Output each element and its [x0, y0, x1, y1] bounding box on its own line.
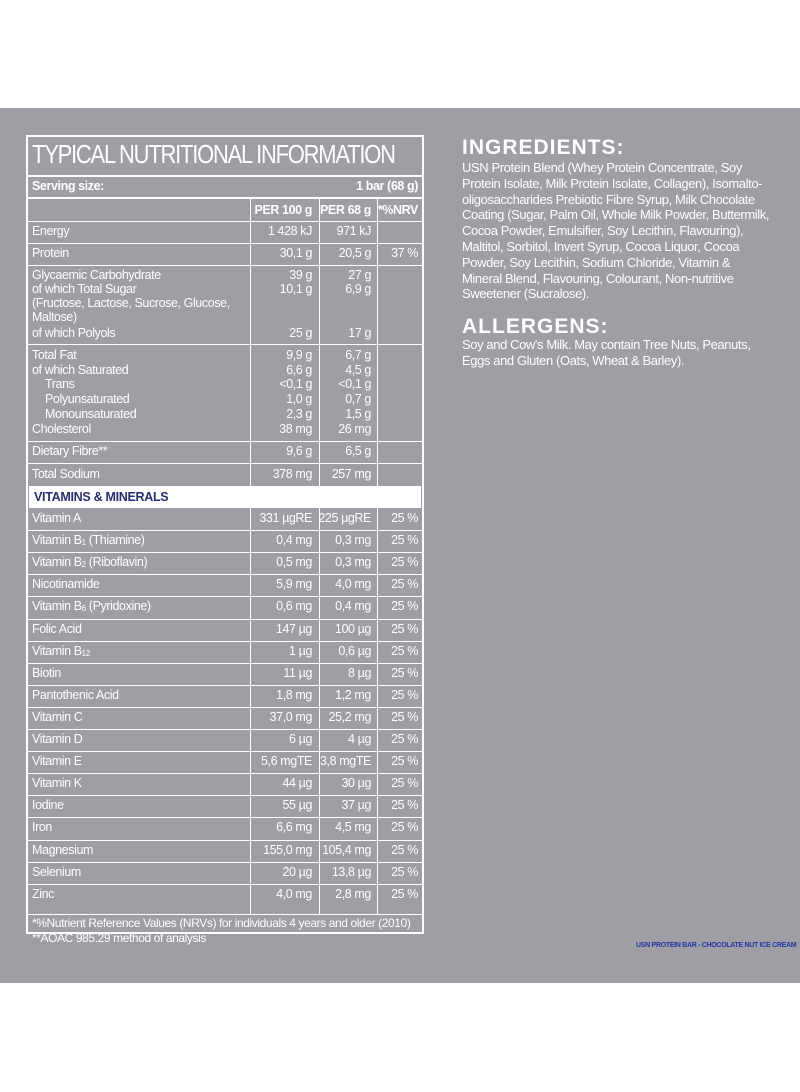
energy-per68: 971 kJ — [336, 224, 371, 238]
vm-per100: 11 µg — [283, 665, 312, 680]
vm-per68: 0,3 mg — [335, 555, 371, 570]
vm-nrv: 25 % — [391, 511, 418, 525]
vm-label: Vitamin E — [32, 754, 82, 769]
vm-label: Vitamin C — [32, 709, 83, 724]
vm-label — [32, 599, 151, 613]
footnote-aoac: **AOAC 985.29 method of analysis — [32, 931, 206, 945]
vm-per100: 20 µg — [282, 864, 312, 879]
vm-nrv: 25 % — [391, 798, 418, 813]
row-divider — [28, 530, 422, 531]
row-divider — [28, 840, 422, 841]
vm-per100: 5,6 mgTE — [261, 754, 312, 769]
sugar-label: of which Total Sugar — [32, 282, 137, 296]
row-divider — [28, 441, 422, 442]
vm-label — [32, 644, 90, 658]
carb-label: Glycaemic Carbohydrate — [32, 268, 161, 282]
vm-label-subscript: 2 — [81, 560, 86, 570]
vm-per100: 37,0 mg — [269, 709, 312, 724]
polyunsaturated-per100: 1,0 g — [286, 392, 312, 406]
cholesterol-per68: 26 mg — [338, 422, 371, 436]
vm-per100: 331 µgRE — [259, 511, 312, 525]
allergens-text — [462, 337, 774, 369]
vm-nrv: 25 % — [391, 643, 418, 658]
vm-per100: 0,5 mg — [276, 555, 312, 570]
ingredients-line: USN Protein Blend (Whey Protein Concentrate, Soy — [462, 160, 742, 175]
vm-per68: 4 µg — [348, 732, 371, 746]
ingredients-line: Powder, Soy Lecithin, Sodium Chloride, Vitamin & — [462, 254, 731, 270]
saturated-label: of which Saturated — [32, 363, 129, 377]
vm-per68: 0,4 mg — [335, 599, 371, 614]
column-divider — [377, 508, 378, 914]
fibre-label: Dietary Fibre** — [32, 444, 108, 458]
vm-per68: 105,4 mg — [322, 842, 371, 857]
monounsaturated-label: Monounsaturated — [45, 407, 137, 421]
trans-label: Trans — [45, 377, 75, 391]
polyunsaturated-label: Polyunsaturated — [45, 392, 130, 406]
trans-per68: <0,1 g — [338, 377, 371, 391]
vm-per100: 0,4 mg — [276, 533, 312, 548]
vm-per68: 225 µgRE — [318, 511, 371, 525]
vm-nrv: 25 % — [391, 732, 418, 746]
sodium-per68: 257 mg — [331, 467, 371, 481]
row-divider — [28, 344, 422, 345]
col-header-per68: PER 68 g — [320, 203, 371, 217]
vm-label-subscript: 6 — [81, 604, 86, 614]
ingredients-line: Coating (Sugar, Palm Oil, Whole Milk Powder, Buttermilk, — [462, 207, 770, 223]
carb-per68: 27 g — [348, 268, 371, 282]
polyols-per68: 17 g — [348, 326, 371, 340]
row-divider — [28, 243, 422, 244]
sodium-label: Total Sodium — [32, 467, 100, 481]
vm-label-text: Vitamin B — [32, 533, 82, 548]
sugar-per68: 6,9 g — [345, 282, 371, 296]
polyols-per100: 25 g — [289, 326, 312, 340]
fibre-per68: 6,5 g — [345, 444, 371, 458]
sugar-note: Maltose) — [32, 310, 77, 324]
carb-per100: 39 g — [289, 268, 312, 282]
sodium-per100: 378 mg — [272, 467, 312, 481]
monounsaturated-per100: 2,3 g — [286, 407, 312, 421]
row-divider — [28, 463, 422, 464]
vm-nrv: 25 % — [391, 864, 418, 879]
vm-per100: 0,6 mg — [276, 599, 312, 614]
row-divider — [28, 221, 422, 222]
fat-per100: 9,9 g — [286, 348, 312, 362]
vm-per68: 100 µg — [334, 621, 371, 636]
ingredients-line: Sweetener (Sucralose). — [462, 286, 590, 302]
vm-label — [32, 555, 147, 569]
vm-per100: 1 µg — [289, 643, 312, 658]
vm-label: Folic Acid — [32, 621, 82, 636]
fibre-per100: 9,6 g — [286, 444, 312, 458]
serving-label: Serving size: — [32, 179, 104, 193]
vm-nrv: 25 % — [391, 820, 418, 835]
row-divider — [28, 751, 422, 752]
vm-per100: 55 µg — [282, 798, 312, 813]
vm-label: Vitamin K — [32, 776, 82, 791]
vm-nrv: 25 % — [391, 577, 418, 592]
divider — [28, 197, 422, 199]
vm-nrv: 25 % — [391, 599, 418, 614]
vm-per100: 155,0 mg — [263, 842, 312, 857]
product-name: USN PROTEIN BAR - CHOCOLATE NUT ICE CREAM — [636, 942, 797, 949]
vm-per100: 1,8 mg — [276, 687, 312, 702]
vm-nrv: 25 % — [391, 665, 418, 680]
energy-label: Energy — [32, 224, 70, 238]
energy-per100: 1 428 kJ — [267, 224, 312, 238]
ingredients-line: oligosaccharides Prebiotic Fibre Syrup, Milk Chocolate — [462, 191, 755, 207]
allergens-line: Eggs and Gluten (Oats, Wheat & Barley). — [462, 352, 685, 368]
vm-label: Vitamin D — [32, 732, 83, 746]
vm-label-suffix: (Pyridoxine) — [85, 599, 151, 614]
saturated-per100: 6,6 g — [286, 363, 312, 377]
row-divider — [28, 552, 422, 553]
row-divider — [28, 817, 422, 818]
column-divider — [250, 508, 251, 914]
vm-per68: 13,8 µg — [331, 864, 371, 879]
polyols-label: of which Polyols — [32, 326, 116, 340]
vm-label-subscript: 1 — [81, 538, 86, 548]
sugar-per100: 10,1 g — [279, 282, 312, 296]
vm-nrv: 25 % — [391, 886, 418, 901]
nutrition-title: TYPICAL NUTRITIONAL INFORMATION — [32, 141, 395, 169]
vm-nrv: 25 % — [391, 709, 418, 724]
vm-label: Magnesium — [32, 842, 94, 857]
label-panel — [0, 108, 800, 983]
vm-label — [32, 533, 145, 547]
vitamins-minerals-header — [29, 486, 421, 508]
vm-label: Pantothenic Acid — [32, 687, 119, 702]
vm-per68: 37 µg — [341, 798, 371, 813]
protein-per68: 20,5 g — [338, 246, 371, 260]
vm-label-text: Vitamin B — [32, 555, 82, 570]
allergens-line: Soy and Cow's Milk. May contain Tree Nuts, Peanuts, — [462, 337, 751, 352]
allergens-heading: ALLERGENS: — [462, 315, 609, 338]
vm-label: Nicotinamide — [32, 577, 100, 592]
cholesterol-label: Cholesterol — [32, 422, 91, 436]
vm-per68: 4,0 mg — [335, 577, 371, 592]
trans-per100: <0,1 g — [279, 377, 312, 391]
row-divider — [28, 914, 422, 915]
divider — [28, 175, 422, 177]
vm-nrv: 25 % — [391, 533, 418, 548]
serving-value: 1 bar (68 g) — [356, 179, 418, 193]
ingredients-line: Mineral Blend, Flavouring, Colourant, Non-nutritive — [462, 270, 734, 286]
vm-nrv: 25 % — [391, 555, 418, 570]
row-divider — [28, 663, 422, 664]
fat-label: Total Fat — [32, 348, 77, 362]
vm-label-subscript: 12 — [81, 648, 90, 658]
vm-per100: 6 µg — [289, 732, 312, 746]
row-divider — [28, 685, 422, 686]
vm-nrv: 25 % — [391, 842, 418, 857]
vm-label-suffix: (Thiamine) — [85, 533, 145, 548]
vm-label: Selenium — [32, 864, 81, 879]
column-divider — [319, 508, 320, 914]
col-header-per100: PER 100 g — [254, 203, 312, 217]
protein-label: Protein — [32, 246, 69, 260]
vm-per68: 2,8 mg — [335, 886, 371, 901]
vitamins-minerals-title: VITAMINS & MINERALS — [34, 490, 169, 504]
vm-label-text: Vitamin B — [32, 599, 82, 614]
col-header-nrv: *%NRV — [377, 203, 418, 217]
ingredients-text — [462, 160, 774, 302]
vm-label-suffix: (Riboflavin) — [85, 555, 148, 570]
vm-per68: 3,8 mgTE — [320, 754, 371, 769]
row-divider — [28, 707, 422, 708]
protein-per100: 30,1 g — [279, 246, 312, 260]
vm-nrv: 25 % — [391, 687, 418, 702]
row-divider — [28, 641, 422, 642]
vm-per68: 4,5 mg — [335, 820, 371, 835]
vm-per100: 4,0 mg — [276, 886, 312, 901]
row-divider — [28, 795, 422, 796]
monounsaturated-per68: 1,5 g — [345, 407, 371, 421]
vm-per100: 5,9 mg — [276, 577, 312, 592]
row-divider — [28, 619, 422, 620]
vm-label: Biotin — [32, 665, 61, 680]
ingredients-heading: INGREDIENTS: — [462, 136, 625, 159]
vm-per68: 30 µg — [341, 776, 371, 791]
vm-label: Vitamin A — [32, 511, 81, 525]
vm-label-text: Vitamin B — [32, 643, 82, 658]
vm-per68: 0,3 mg — [335, 533, 371, 548]
row-divider — [28, 862, 422, 863]
vm-label: Iron — [32, 820, 52, 835]
vm-per68: 1,2 mg — [335, 687, 371, 702]
polyunsaturated-per68: 0,7 g — [345, 392, 371, 406]
vm-per68: 8 µg — [348, 665, 371, 680]
vm-per100: 147 µg — [275, 621, 312, 636]
row-divider — [28, 265, 422, 266]
row-divider — [28, 773, 422, 774]
footnote-nrv: *%Nutrient Reference Values (NRVs) for individuals 4 years and older (2010) — [32, 916, 411, 930]
vm-nrv: 25 % — [391, 776, 418, 791]
ingredients-line: Protein Isolate, Milk Protein Isolate, Collagen), Isomalto- — [462, 175, 763, 191]
row-divider — [28, 574, 422, 575]
vm-label: Iodine — [32, 798, 64, 813]
vm-nrv: 25 % — [391, 621, 418, 636]
vm-per100: 44 µg — [282, 776, 312, 791]
protein-nrv: 37 % — [391, 246, 418, 260]
sugar-note: (Fructose, Lactose, Sucrose, Glucose, — [32, 296, 230, 310]
row-divider — [28, 729, 422, 730]
vm-per68: 0,6 µg — [338, 643, 371, 658]
vm-per100: 6,6 mg — [276, 820, 312, 835]
row-divider — [28, 596, 422, 597]
vm-per68: 25,2 mg — [328, 709, 371, 724]
fat-per68: 6,7 g — [345, 348, 371, 362]
row-divider — [28, 884, 422, 885]
ingredients-line: Cocoa Powder, Emulsifier, Soy Lecithin, Flavouring), — [462, 223, 744, 239]
nutrition-table — [26, 135, 424, 945]
cholesterol-per100: 38 mg — [279, 422, 312, 436]
ingredients-line: Maltitol, Sorbitol, Invert Syrup, Cocoa Liquor, Cocoa — [462, 238, 740, 254]
saturated-per68: 4,5 g — [345, 363, 371, 377]
vm-label: Zinc — [32, 886, 55, 901]
vm-nrv: 25 % — [391, 754, 418, 769]
